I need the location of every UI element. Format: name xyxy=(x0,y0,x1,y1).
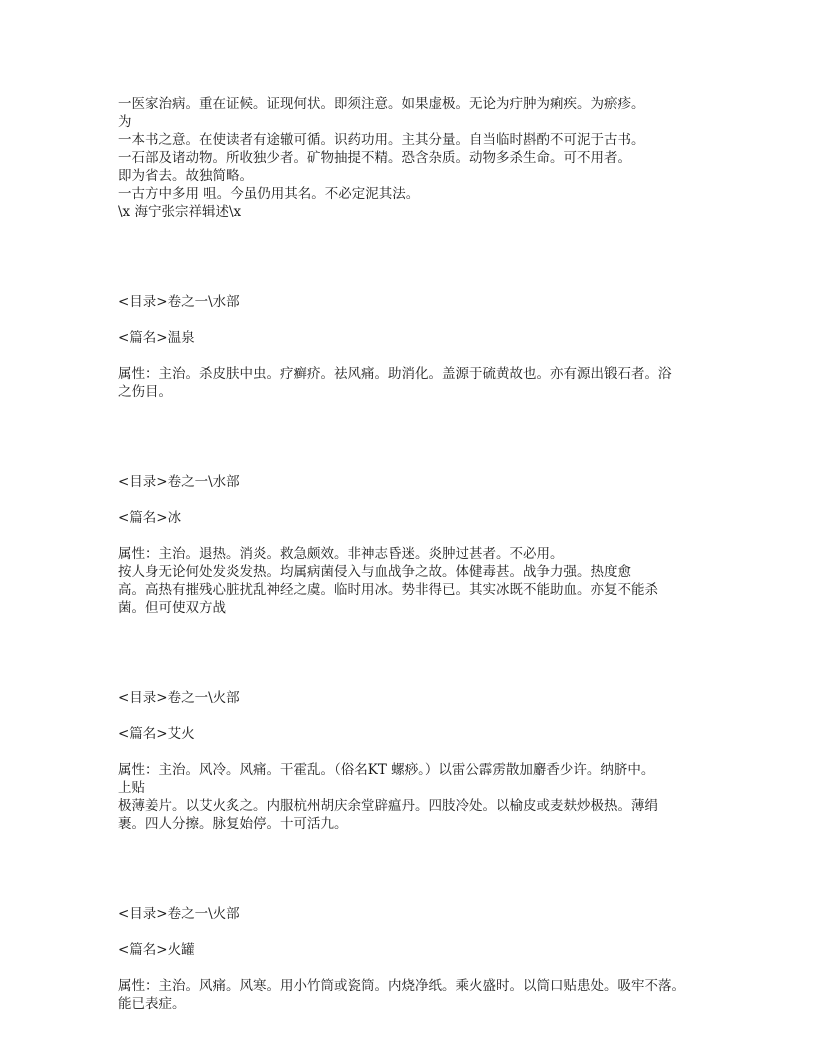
entry-huoguan xyxy=(118,905,708,1013)
spacer xyxy=(118,401,708,473)
entry-title: <篇名>冰 xyxy=(118,510,182,526)
entry-title: <篇名>温泉 xyxy=(118,330,195,346)
entry-body-line: 菌。但可使双方战 xyxy=(118,600,226,616)
preface-line: 一古方中多用 咀。今虽仍用其名。不必定泥其法。 xyxy=(118,186,420,202)
entry-title: <篇名>火罐 xyxy=(118,942,195,958)
spacer xyxy=(118,221,708,293)
preface-line: 一石部及诸动物。所收独少者。矿物抽提不精。恐含杂质。动物多杀生命。可不用者。 xyxy=(118,150,631,166)
entry-body-line: 能已表症。 xyxy=(118,996,186,1012)
entry-body-line: 属性：主治。风冷。风痛。干霍乱。（俗名KT 螺痧。）以雷公霹雳散加麝香少许。纳脐中。 xyxy=(118,762,655,778)
entry-body-line: 上贴 xyxy=(118,780,145,796)
preface-line: 为 xyxy=(118,114,132,130)
entry-bing xyxy=(118,473,708,617)
catalog-heading: <目录>卷之一\火部 xyxy=(118,690,240,706)
entry-title: <篇名>艾火 xyxy=(118,726,195,742)
preface xyxy=(118,95,708,221)
preface-line: 即为省去。故独简略。 xyxy=(118,168,253,184)
catalog-heading: <目录>卷之一\水部 xyxy=(118,474,240,490)
spacer xyxy=(118,833,708,905)
entry-wenquan xyxy=(118,293,708,401)
entry-body-line: 属性：主治。风痛。风寒。用小竹筒或瓷筒。内烧净纸。乘火盛时。以筒口贴患处。吸牢不落。 xyxy=(118,978,685,994)
entry-aihuo xyxy=(118,689,708,833)
preface-line: 一本书之意。在使读者有途辙可循。识药功用。主其分量。自当临时斟酌不可泥于古书。 xyxy=(118,132,645,148)
entry-body-line: 属性：主治。杀皮肤中虫。疗癣疥。祛风痛。助消化。盖源于硫黄故也。亦有源出锻石者。浴 xyxy=(118,366,672,382)
entry-body-line: 属性：主治。退热。消炎。救急颇效。非神志昏迷。炎肿过甚者。不必用。 xyxy=(118,546,564,562)
catalog-heading: <目录>卷之一\水部 xyxy=(118,294,240,310)
entry-body-line: 之伤目。 xyxy=(118,384,172,400)
document-page xyxy=(118,95,708,1013)
entry-body-line: 裹。四人分擦。脉复始停。十可活九。 xyxy=(118,816,348,832)
entry-body-line: 按人身无论何处发炎发热。均属病菌侵入与血战争之故。体健毒甚。战争力强。热度愈 xyxy=(118,564,631,580)
catalog-heading: <目录>卷之一\火部 xyxy=(118,906,240,922)
preface-line: 一医家治病。重在证候。证现何状。即须注意。如果虚极。无论为疔肿为痢疾。为瘀疹。 xyxy=(118,96,645,112)
spacer xyxy=(118,617,708,689)
author-line: \x 海宁张宗祥辑述\x xyxy=(118,204,242,220)
entry-body-line: 高。高热有摧残心脏扰乱神经之虞。临时用冰。势非得已。其实冰既不能助血。亦复不能杀 xyxy=(118,582,658,598)
entry-body-line: 极薄姜片。以艾火炙之。内服杭州胡庆余堂辟瘟丹。四肢冷处。以榆皮或麦麸炒极热。薄绢 xyxy=(118,798,658,814)
